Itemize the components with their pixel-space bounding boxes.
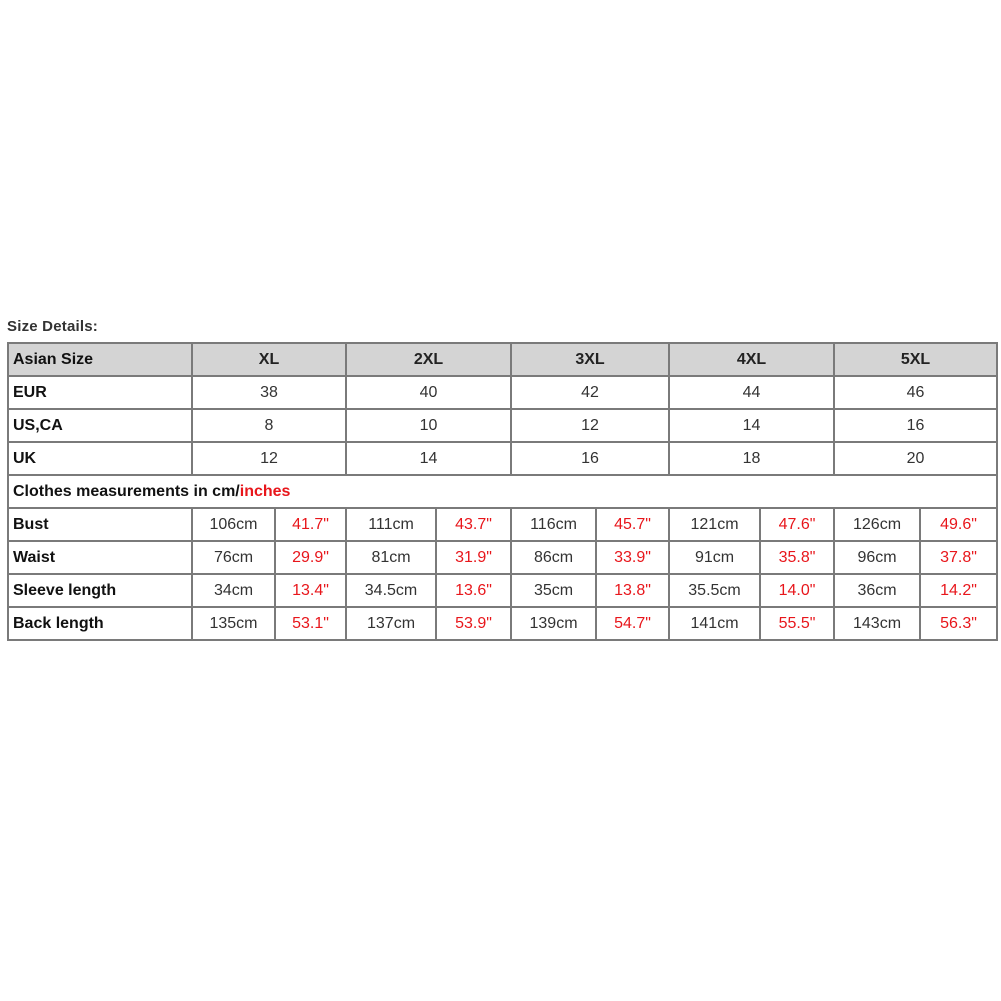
- table-cell: 16: [511, 442, 669, 475]
- inches-cell: 37.8": [920, 541, 997, 574]
- measurements-heading: [8, 475, 997, 508]
- cm-cell: 135cm: [192, 607, 275, 640]
- inches-cell: 14.2": [920, 574, 997, 607]
- inches-cell: 56.3": [920, 607, 997, 640]
- cm-cell: 86cm: [511, 541, 596, 574]
- inches-cell: 45.7": [596, 508, 669, 541]
- table-cell: 14: [346, 442, 511, 475]
- inches-cell: 33.9": [596, 541, 669, 574]
- inches-cell: 47.6": [760, 508, 834, 541]
- size-header-xl: XL: [192, 343, 346, 376]
- inches-cell: 29.9": [275, 541, 346, 574]
- cm-cell: 121cm: [669, 508, 760, 541]
- table-cell: 18: [669, 442, 834, 475]
- table-cell: 38: [192, 376, 346, 409]
- cm-cell: 76cm: [192, 541, 275, 574]
- inches-cell: 35.8": [760, 541, 834, 574]
- table-cell: 12: [192, 442, 346, 475]
- inches-cell: 43.7": [436, 508, 511, 541]
- inches-cell: 13.4": [275, 574, 346, 607]
- inches-cell: 13.6": [436, 574, 511, 607]
- cm-cell: 143cm: [834, 607, 920, 640]
- measurements-heading-inches: inches: [239, 482, 291, 500]
- measurement-row-bust: [8, 508, 997, 541]
- cm-cell: 126cm: [834, 508, 920, 541]
- size-row-us-ca: [8, 409, 997, 442]
- cm-cell: 96cm: [834, 541, 920, 574]
- inches-cell: 31.9": [436, 541, 511, 574]
- inches-cell: 54.7": [596, 607, 669, 640]
- cm-cell: 137cm: [346, 607, 436, 640]
- measurements-heading-row: [8, 475, 997, 508]
- size-row-uk: [8, 442, 997, 475]
- cm-cell: 141cm: [669, 607, 760, 640]
- table-cell: 16: [834, 409, 997, 442]
- table-cell: 40: [346, 376, 511, 409]
- cm-cell: 34.5cm: [346, 574, 436, 607]
- size-details-title: Size Details:: [7, 318, 98, 335]
- table-cell: 12: [511, 409, 669, 442]
- row-label: Back length: [8, 607, 192, 640]
- cm-cell: 35.5cm: [669, 574, 760, 607]
- cm-cell: 139cm: [511, 607, 596, 640]
- asian-size-label: Asian Size: [8, 343, 192, 376]
- table-cell: 44: [669, 376, 834, 409]
- cm-cell: 81cm: [346, 541, 436, 574]
- cm-cell: 34cm: [192, 574, 275, 607]
- inches-cell: 13.8": [596, 574, 669, 607]
- table-cell: 42: [511, 376, 669, 409]
- cm-cell: 35cm: [511, 574, 596, 607]
- inches-cell: 53.1": [275, 607, 346, 640]
- size-row-eur: [8, 376, 997, 409]
- table-cell: 20: [834, 442, 997, 475]
- size-chart-table: [7, 342, 998, 641]
- cm-cell: 116cm: [511, 508, 596, 541]
- inches-cell: 49.6": [920, 508, 997, 541]
- table-cell: 46: [834, 376, 997, 409]
- inches-cell: 41.7": [275, 508, 346, 541]
- cm-cell: 111cm: [346, 508, 436, 541]
- table-cell: 14: [669, 409, 834, 442]
- size-header-4xl: 4XL: [669, 343, 834, 376]
- row-label: EUR: [8, 376, 192, 409]
- measurement-row-waist: [8, 541, 997, 574]
- size-header-3xl: 3XL: [511, 343, 669, 376]
- header-row: [8, 343, 997, 376]
- cm-cell: 36cm: [834, 574, 920, 607]
- size-header-2xl: 2XL: [346, 343, 511, 376]
- row-label: US,CA: [8, 409, 192, 442]
- size-header-5xl: 5XL: [834, 343, 997, 376]
- inches-cell: 55.5": [760, 607, 834, 640]
- row-label: UK: [8, 442, 192, 475]
- row-label: Sleeve length: [8, 574, 192, 607]
- inches-cell: 53.9": [436, 607, 511, 640]
- inches-cell: 14.0": [760, 574, 834, 607]
- table-cell: 10: [346, 409, 511, 442]
- measurement-row-sleeve-length: [8, 574, 997, 607]
- cm-cell: 91cm: [669, 541, 760, 574]
- row-label: Bust: [8, 508, 192, 541]
- table-cell: 8: [192, 409, 346, 442]
- measurement-row-back-length: [8, 607, 997, 640]
- cm-cell: 106cm: [192, 508, 275, 541]
- row-label: Waist: [8, 541, 192, 574]
- measurements-heading-prefix: Clothes measurements in cm/: [13, 482, 240, 500]
